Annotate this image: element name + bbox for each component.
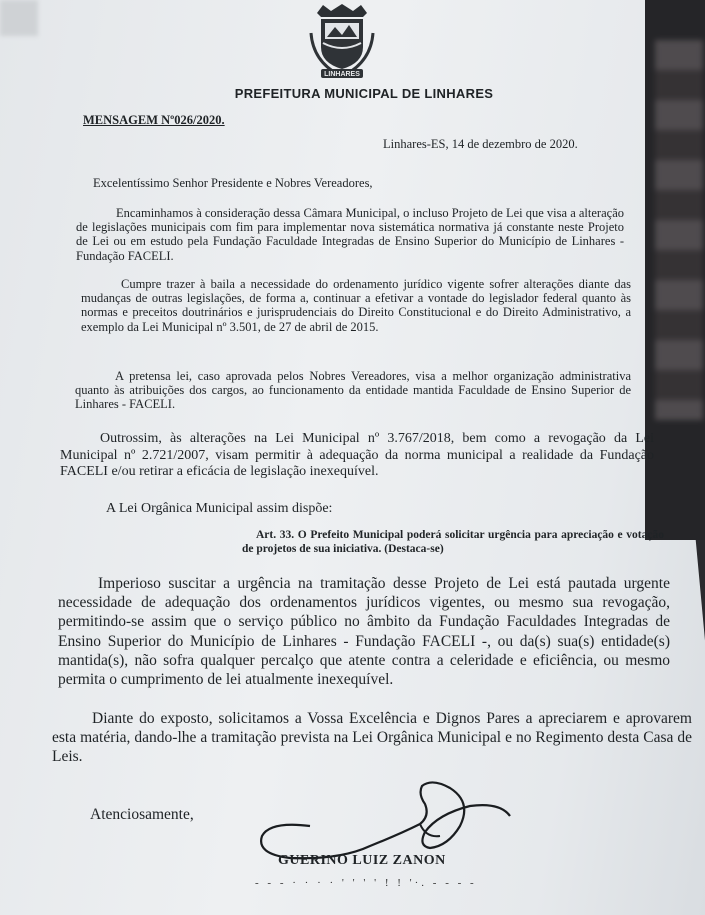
crest-caption [318,68,366,78]
organization-heading: PREFEITURA MUNICIPAL DE LINHARES [234,86,494,101]
paragraph-1: Encaminhamos à consideração dessa Câmara Municipal, o incluso Projeto de Lei que visa a alteração de legislações municipais com fim para implementar nova sistemática normativa já constante neste Projeto de Lei ou em estudo pela Fundação Faculdade Integradas de Ensino Superior do Município de Linhares - Fundação FACELI. [76,206,624,263]
svg-text:LINHARES: LINHARES [324,71,360,78]
blurred-region [655,40,703,420]
paragraph-4: Outrossim, às alterações na Lei Municipal nº 3.767/2018, bem como a revogação da Lei Municipal nº 2.721/2007, visam permitir à adequação da norma municipal a realidade da Fundação FACELI e/ou retirar a eficácia de legislação inexequível. [60,431,654,479]
signer-underline: - - - · · · · ' ' ' ' ! ! '·. - - - - [255,877,477,889]
blurred-corner [0,0,38,36]
message-number: MENSAGEM Nº026/2020. [83,113,225,127]
paragraph-2: Cumpre trazer à baila a necessidade do ordenamento jurídico vigente sofrer alterações diante das mudanças de outras legislações, de forma a, continuar a efetivar a vontade do legislador federal quanto às normas e preceitos doutrinários e jurisprudenciais do Direito Constitucional e do Direito Administrativo, a exemplo da Lei Municipal nº 3.501, de 27 de abril de 2015. [81,277,631,334]
paragraph-3: A pretensa lei, caso aprovada pelos Nobres Vereadores, visa a melhor organização administrativa quanto às atribuições dos cargos, ao funcionamento da entidade mantida Faculdade de Ensino Superior de Linhares - FACELI. [75,369,631,412]
article-quote: Art. 33. O Prefeito Municipal poderá solicitar urgência para apreciação e votação de projetos de sua iniciativa. (Destaca-se) [242,529,664,555]
law-intro: A Lei Orgânica Municipal assim dispõe: [106,501,333,516]
signature-icon [250,776,540,886]
document-date: Linhares-ES, 14 de dezembro de 2020. [383,137,578,151]
signer-name: GUERINO LUIZ ZANON [278,853,446,868]
paragraph-conclusion: Diante do exposto, solicitamos a Vossa Excelência e Dignos Pares a apreciarem e aprovarem esta matéria, dando-lhe a tramitação prevista na Lei Orgânica Municipal e no Regimento desta Casa de Leis. [52,710,692,766]
salutation: Excelentíssimo Senhor Presidente e Nobres Vereadores, [93,176,373,190]
closing: Atenciosamente, [90,806,194,823]
paragraph-urgency: Imperioso suscitar a urgência na tramitação desse Projeto de Lei está pautada urgente necessidade de adequação dos ordenamentos jurídicos vigentes, ou mesmo sua revogação, permitindo-se assim que o serviço público no âmbito da Fundação Faculdades Integradas de Ensino Superior do Município de Linhares - Fundação FACELI -, ou da(s) sua(s) entidade(s) mantida(s), não sofra qualquer percalço que atente contra a celeridade e eficiência, ou mesmo permita o cumprimento de lei atualmente inexequível. [58,575,670,689]
